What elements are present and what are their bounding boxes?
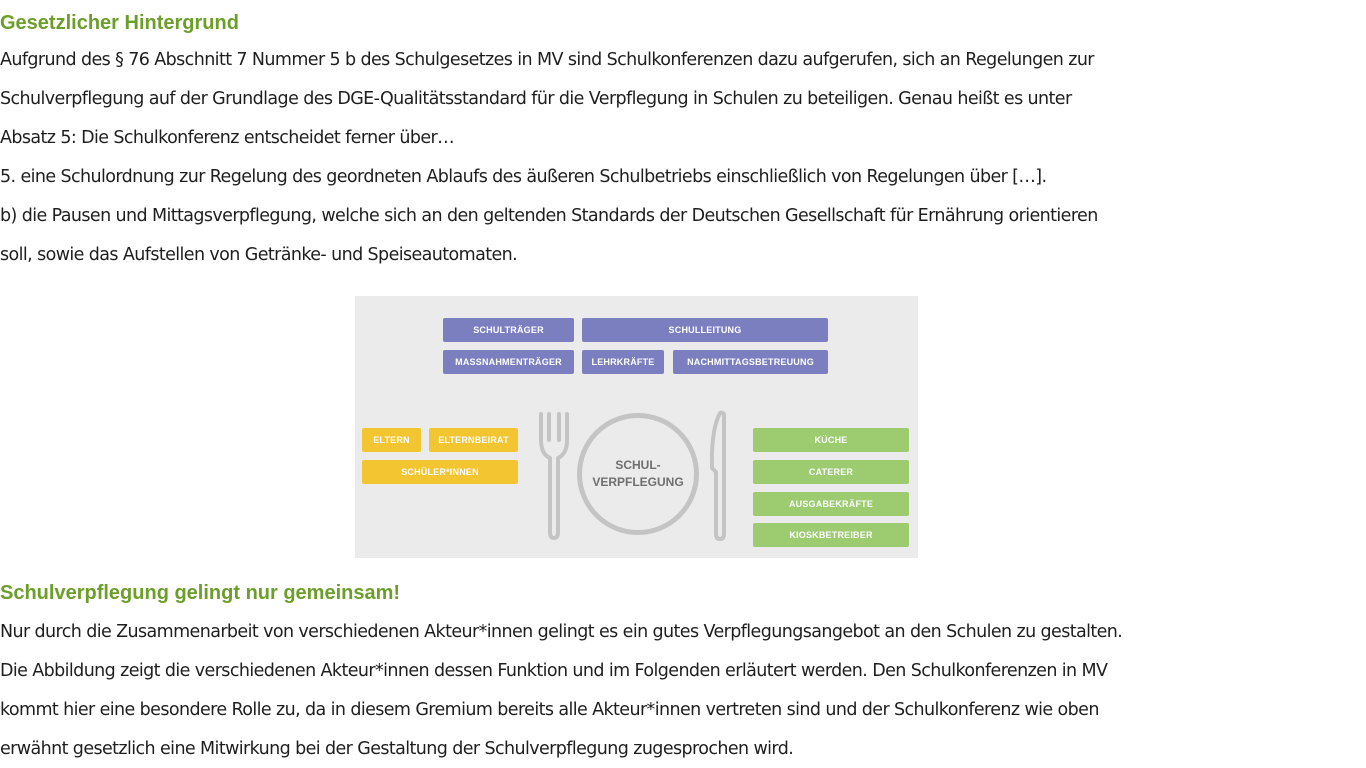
paragraph-line: b) die Pausen und Mittagsverpflegung, welche sich an den geltenden Standards der Deutschen Gesellschaft für Ernährung orientieren xyxy=(0,206,1098,226)
paragraph-line: Die Abbildung zeigt die verschiedenen Akteur*innen dessen Funktion und im Folgenden erläutert werden. Den Schulkonferenzen in MV xyxy=(0,661,1108,681)
paragraph-line: 5. eine Schulordnung zur Regelung des geordneten Ablaufs des äußeren Schulbetriebs einschließlich von Regelungen über […]. xyxy=(0,167,1047,187)
fork-icon xyxy=(536,410,572,542)
box-schulleitung: SCHULLEITUNG xyxy=(582,318,828,342)
knife-icon xyxy=(707,410,733,542)
box-schuelerinnen: SCHÜLER*INNEN xyxy=(362,460,518,484)
box-kueche: KÜCHE xyxy=(753,428,909,452)
paragraph-line: Nur durch die Zusammenarbeit von verschiedenen Akteur*innen gelingt es ein gutes Verpflegungsangebot an den Schulen zu gestalten. xyxy=(0,622,1123,642)
box-lehrkraefte: LEHRKRÄFTE xyxy=(582,350,664,374)
section-heading-together: Schulverpflegung gelingt nur gemeinsam! xyxy=(0,582,401,604)
section-heading-legal-background: Gesetzlicher Hintergrund xyxy=(0,12,239,34)
box-kioskbetreiber: KIOSKBETREIBER xyxy=(753,523,909,547)
box-caterer: CATERER xyxy=(753,460,909,484)
plate-label-line1: SCHUL- xyxy=(615,458,661,472)
box-nachmittagsbetreuung: NACHMITTAGSBETREUUNG xyxy=(673,350,828,374)
paragraph-line: kommt hier eine besondere Rolle zu, da in diesem Gremium bereits alle Akteur*innen vertreten sind und der Schulkonferenz wie oben xyxy=(0,700,1099,720)
paragraph-line: erwähnt gesetzlich eine Mitwirkung bei der Gestaltung der Schulverpflegung zugesprochen wird. xyxy=(0,739,794,759)
paragraph-line: soll, sowie das Aufstellen von Getränke- und Speiseautomaten. xyxy=(0,245,518,265)
paragraph-line: Aufgrund des § 76 Abschnitt 7 Nummer 5 b des Schulgesetzes in MV sind Schulkonferenzen dazu aufgerufen, sich an Regelungen zur xyxy=(0,50,1094,70)
plate-label-line2: VERPFLEGUNG xyxy=(592,475,684,489)
box-eltern: ELTERN xyxy=(362,428,421,452)
paragraph-line: Absatz 5: Die Schulkonferenz entscheidet ferner über… xyxy=(0,128,454,148)
box-ausgabekraefte: AUSGABEKRÄFTE xyxy=(753,492,909,516)
plate-icon xyxy=(577,413,699,535)
box-massnahmentraeger: MASSNAHMENTRÄGER xyxy=(443,350,574,374)
paragraph-line: Schulverpflegung auf der Grundlage des DGE-Qualitätsstandard für die Verpflegung in Schulen zu beteiligen. Genau heißt es unter xyxy=(0,89,1072,109)
stakeholder-diagram xyxy=(355,296,918,558)
box-schultraeger: SCHULTRÄGER xyxy=(443,318,574,342)
box-elternbeirat: ELTERNBEIRAT xyxy=(429,428,518,452)
